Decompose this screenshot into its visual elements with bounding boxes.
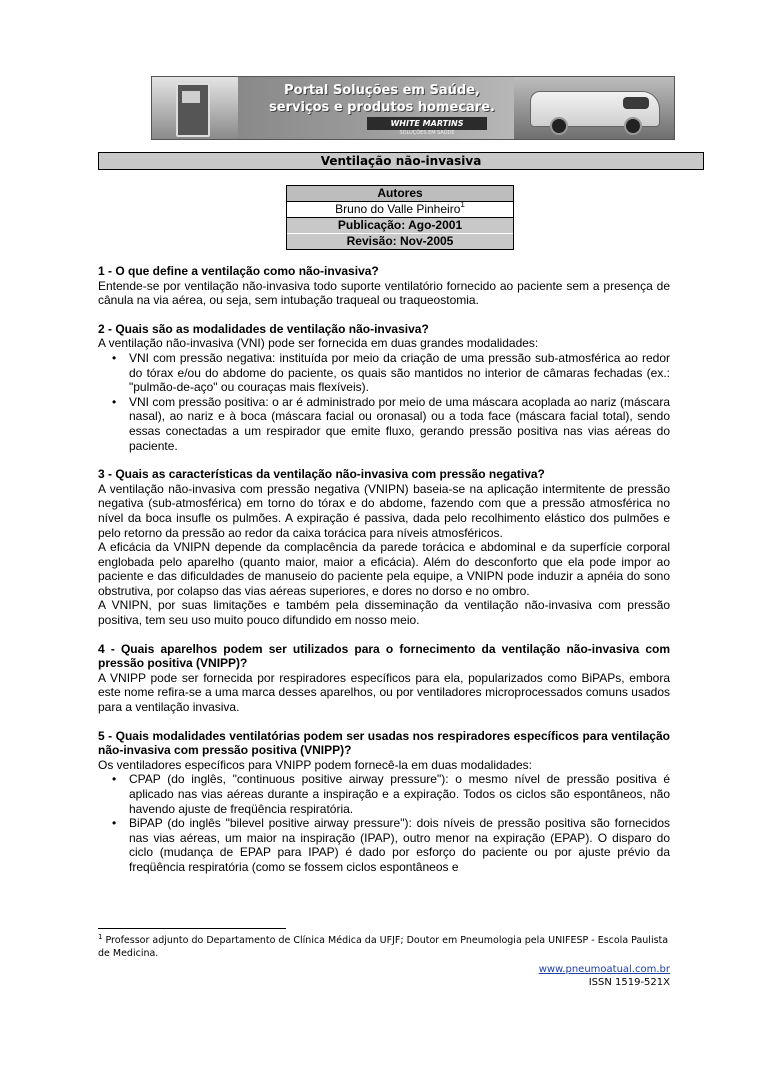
revision-date: Revisão: Nov-2005 <box>287 234 513 249</box>
publication-date: Publicação: Ago-2001 <box>287 218 513 234</box>
question-4: 4 - Quais aparelhos podem ser utilizados para o fornecimento da ventilação não-invasiva com pressão positiva (VNIPP)? <box>98 641 670 671</box>
bullet-icon: • <box>112 394 117 409</box>
list-item-text: VNI com pressão negativa: instituída por meio da criação de uma pressão sub-atmosférica ao redor do tórax e/ou do abdome do paciente, os quais são mantidos no interior de câmaras fechadas (ex.: "pulmão-de-aço" ou couraças mais flexíveis). <box>129 350 670 395</box>
answer-2: A ventilação não-invasiva (VNI) pode ser fornecida em duas grandes modalidades: <box>98 336 539 351</box>
article-body <box>98 264 670 875</box>
van-wheel-rear <box>624 117 642 135</box>
list-item <box>98 772 670 816</box>
answer-1: Entende-se por ventilação não-invasiva todo suporte ventilatório fornecido ao paciente sem a presença de cânula na via aérea, ou seja, sem intubação traqueal ou traqueostomia. <box>98 278 670 308</box>
footnote <box>98 934 678 960</box>
van-window <box>623 97 649 109</box>
answer-3-paragraph-1: A ventilação não-invasiva com pressão negativa (VNIPN) baseia-se na aplicação intermitente de pressão negativa (sub-atmosférica) em torno do tórax e do abdome, fazendo com que a pressão atmosférica no nível da boca insufle os pulmões. A expiração é passiva, dada pelo recolhimento elástico dos pulmões e pelo retorno da pressão ao redor da caixa torácica para níveis atmosféricos. <box>98 481 670 540</box>
question-2: 2 - Quais são as modalidades de ventilação não-invasiva? <box>98 321 429 336</box>
answer-4: A VNIPP pode ser fornecida por respiradores específicos para ela, popularizados como BiPAPs, embora este nome refira-se a uma marca desses aparelhos, ou por ventiladores microprocessados comuns usados para a ventilação invasiva. <box>98 670 670 715</box>
footnote-text: Professor adjunto do Departamento de Clínica Médica da UFJF; Doutor em Pneumologia pela UNIFESP - Escola Paulista de Medicina. <box>98 935 669 959</box>
modalities-list <box>98 351 670 453</box>
list-item-text: BiPAP (do inglês "bilevel positive airway pressure"): dois níveis de pressão positiva são fornecidos nas vias aéreas, um maior na inspiração (IPAP), outro menor na expiração (EPAP). O disparo do ciclo (mudança de EPAP para IPAP) é dado por esforço do paciente ou por ajuste prévio da freqüência respiratória (como se fossem ciclos espontâneos e <box>129 816 670 874</box>
issn: ISSN 1519-521X <box>588 977 670 988</box>
author-name: Bruno do Valle Pinheiro <box>335 202 461 216</box>
answer-5: Os ventiladores específicos para VNIPP podem fornecê-la em duas modalidades: <box>98 757 533 772</box>
footnote-divider <box>98 928 286 929</box>
question-3: 3 - Quais as características da ventilação não-invasiva com pressão negativa? <box>98 467 545 482</box>
question-1: 1 - O que define a ventilação como não-invasiva? <box>98 264 379 278</box>
bullet-icon: • <box>112 816 117 831</box>
van-image <box>514 77 674 139</box>
answer-3-paragraph-3: A VNIPN, por suas limitações e também pela disseminação da ventilação não-invasiva com pressão positiva, tem seu uso muito pouco difundido em nosso meio. <box>98 598 670 628</box>
banner-line-1: Portal Soluções em Saúde, <box>284 83 480 98</box>
footnote-mark: 1 <box>98 933 103 941</box>
answer-3-paragraph-2: A eficácia da VNIPN depende da complacência da parede torácica e abdominal e da superfície corporal englobada pelo aparelho (quanto maior, maior a eficácia). Além do desconforto que ela pode impor ao paciente e das dificuldades de manuseio do paciente pela equipe, a VNIPN pode induzir a apnéia do sono obstrutiva, por colapso das vias aéreas superiores, e dores no dorso e no ombro. <box>98 540 670 598</box>
list-item <box>98 351 670 395</box>
list-item <box>98 395 670 453</box>
device-screen <box>182 91 200 103</box>
medical-device-image <box>152 77 238 139</box>
list-item-text: CPAP (do inglês, "continuous positive airway pressure"): o mesmo nível de pressão positiva é aplicado nas vias aéreas durante a inspiração e a expiração. Todos os ciclos são espontâneos, não havendo ajuste de freqüência respiratória. <box>129 772 670 816</box>
list-item <box>98 816 670 874</box>
banner-line-2: serviços e produtos homecare. <box>269 100 495 115</box>
author-footnote-mark: 1 <box>460 200 465 209</box>
van-wheel-front <box>550 117 568 135</box>
brand-logo: WHITE MARTINS <box>367 117 487 130</box>
authors-box <box>286 185 514 250</box>
list-item-text: VNI com pressão positiva: o ar é administrado por meio de uma máscara acoplada ao nariz (máscara nasal), ao nariz e à boca (máscara facial ou oronasal) ou a toda face (máscara facial total), sendo essas conectadas a um respirador que emite fluxo, gerando pressão positiva nas vias aéreas do paciente. <box>129 394 670 453</box>
document-title: Ventilação não-invasiva <box>98 152 704 170</box>
site-link[interactable]: www.pneumoatual.com.br <box>538 964 670 975</box>
brand-subtitle: SOLUÇÕES EM SAÚDE <box>399 130 455 136</box>
bullet-icon: • <box>112 772 117 787</box>
header-banner <box>151 76 675 140</box>
authors-header: Autores <box>287 186 513 202</box>
site-info <box>539 963 670 989</box>
question-5: 5 - Quais modalidades ventilatórias podem ser usadas nos respiradores específicos para ventilação não-invasiva com pressão positiva (VNIPP)? <box>98 728 670 758</box>
bullet-icon: • <box>112 350 117 365</box>
vnipp-modes-list <box>98 772 670 874</box>
author-name-row <box>287 202 513 218</box>
